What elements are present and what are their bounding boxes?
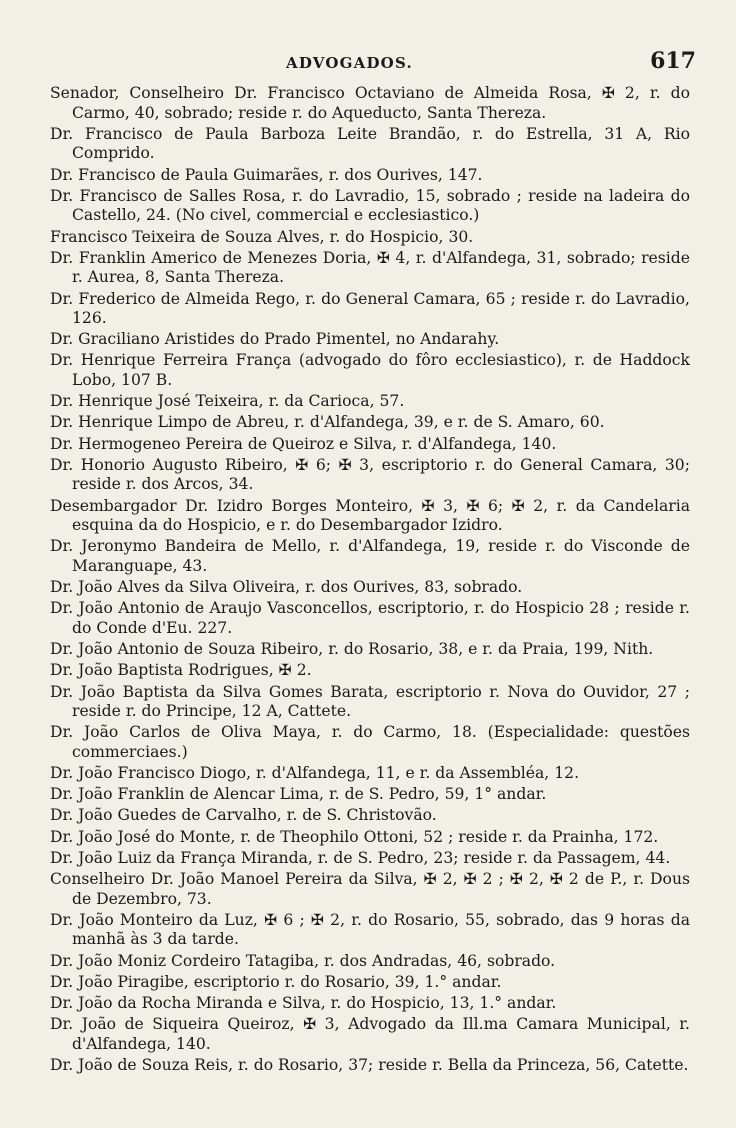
lawyer-entry: Dr. João de Souza Reis, r. do Rosario, 37; reside r. Bella da Princeza, 56, Catette.	[50, 1055, 689, 1074]
lawyer-entries-list	[50, 84, 690, 1077]
lawyer-entry: Dr. Francisco de Paula Guimarães, r. dos Ourives, 147.	[50, 165, 483, 184]
lawyer-entry: Dr. João Piragibe, escriptorio r. do Rosario, 39, 1.° andar.	[50, 972, 502, 991]
lawyer-entry: Dr. Frederico de Almeida Rego, r. do General Camara, 65 ; reside r. do Lavradio, 126.	[50, 289, 690, 328]
lawyer-entry: Dr. João Baptista Rodrigues, ✠ 2.	[50, 661, 312, 680]
page-header	[0, 48, 736, 88]
lawyer-entry: Dr. João Guedes de Carvalho, r. de S. Christovão.	[50, 806, 437, 825]
lawyer-entry: Dr. João Francisco Diogo, r. d'Alfandega, 11, e r. da Assembléa, 12.	[50, 764, 580, 783]
lawyer-entry: Dr. João Luiz da França Miranda, r. de S. Pedro, 23; reside r. da Passagem, 44.	[50, 848, 671, 867]
lawyer-entry: Francisco Teixeira de Souza Alves, r. do Hospicio, 30.	[50, 227, 474, 246]
page-number: 617	[650, 48, 696, 74]
lawyer-entry: Senador, Conselheiro Dr. Francisco Octaviano de Almeida Rosa, ✠ 2, r. do Carmo, 40, sobrado; reside r. do Aqueducto, Santa Thereza.	[50, 84, 690, 122]
lawyer-entry: Dr. João Franklin de Alencar Lima, r. de S. Pedro, 59, 1° andar.	[50, 785, 547, 804]
lawyer-entry: Dr. João Baptista da Silva Gomes Barata, escriptorio r. Nova do Ouvidor, 27 ; reside r. do Principe, 12 A, Cattete.	[50, 682, 690, 721]
lawyer-entry: Dr. Francisco de Salles Rosa, r. do Lavradio, 15, sobrado ; reside na ladeira do Castello, 24. (No civel, commercial e ecclesiastico.)	[50, 186, 690, 225]
lawyer-entry: Dr. João Carlos de Oliva Maya, r. do Carmo, 18. (Especialidade: questões commerciaes.)	[50, 723, 690, 761]
lawyer-entry: Dr. João Monteiro da Luz, ✠ 6 ; ✠ 2, r. do Rosario, 55, sobrado, das 9 horas da manhã às 3 da tarde.	[50, 910, 690, 949]
lawyer-entry: Dr. Jeronymo Bandeira de Mello, r. d'Alfandega, 19, reside r. do Visconde de Maranguape, 43.	[50, 537, 690, 575]
lawyer-entry: Dr. Honorio Augusto Ribeiro, ✠ 6; ✠ 3, escriptorio r. do General Camara, 30; reside r. dos Arcos, 34.	[50, 455, 690, 494]
lawyer-entry: Dr. João da Rocha Miranda e Silva, r. do Hospicio, 13, 1.° andar.	[50, 993, 557, 1012]
lawyer-entry: Dr. João Antonio de Souza Ribeiro, r. do Rosario, 38, e r. da Praia, 199, Nith.	[50, 640, 654, 659]
lawyer-entry: Dr. Henrique José Teixeira, r. da Carioca, 57.	[50, 392, 405, 411]
lawyer-entry: Desembargador Dr. Izidro Borges Monteiro, ✠ 3, ✠ 6; ✠ 2, r. da Candelaria esquina da do Hospicio, e r. do Desembargador Izidro.	[50, 496, 690, 535]
lawyer-entry: Dr. João Moniz Cordeiro Tatagiba, r. dos Andradas, 46, sobrado.	[50, 951, 556, 970]
lawyer-entry: Dr. Franklin Americo de Menezes Doria, ✠ 4, r. d'Alfandega, 31, sobrado; reside r. Aurea, 8, Santa Thereza.	[50, 248, 690, 287]
lawyer-entry: Dr. Henrique Limpo de Abreu, r. d'Alfandega, 39, e r. de S. Amaro, 60.	[50, 413, 605, 432]
lawyer-entry: Dr. Henrique Ferreira França (advogado do fôro ecclesiastico), r. de Haddock Lobo, 107 B.	[50, 351, 690, 390]
lawyer-entry: Dr. Graciliano Aristides do Prado Pimentel, no Andarahy.	[50, 330, 500, 349]
lawyer-entry: Dr. João José do Monte, r. de Theophilo Ottoni, 52 ; reside r. da Prainha, 172.	[50, 827, 659, 846]
lawyer-entry: Dr. João de Siqueira Queiroz, ✠ 3, Advogado da Ill.ma Camara Municipal, r. d'Alfandega, 140.	[50, 1015, 690, 1053]
lawyer-entry: Dr. João Alves da Silva Oliveira, r. dos Ourives, 83, sobrado.	[50, 578, 523, 597]
lawyer-entry: Conselheiro Dr. João Manoel Pereira da Silva, ✠ 2, ✠ 2 ; ✠ 2, ✠ 2 de P., r. Dous de Dezembro, 73.	[50, 870, 690, 908]
lawyer-entry: Dr. Francisco de Paula Barboza Leite Brandão, r. do Estrella, 31 A, Rio Comprido.	[50, 124, 690, 163]
lawyer-entry: Dr. Hermogeneo Pereira de Queiroz e Silva, r. d'Alfandega, 140.	[50, 434, 557, 453]
lawyer-entry: Dr. João Antonio de Araujo Vasconcellos, escriptorio, r. do Hospicio 28 ; reside r. do Conde d'Eu. 227.	[50, 599, 690, 637]
section-title: ADVOGADOS.	[286, 54, 413, 72]
